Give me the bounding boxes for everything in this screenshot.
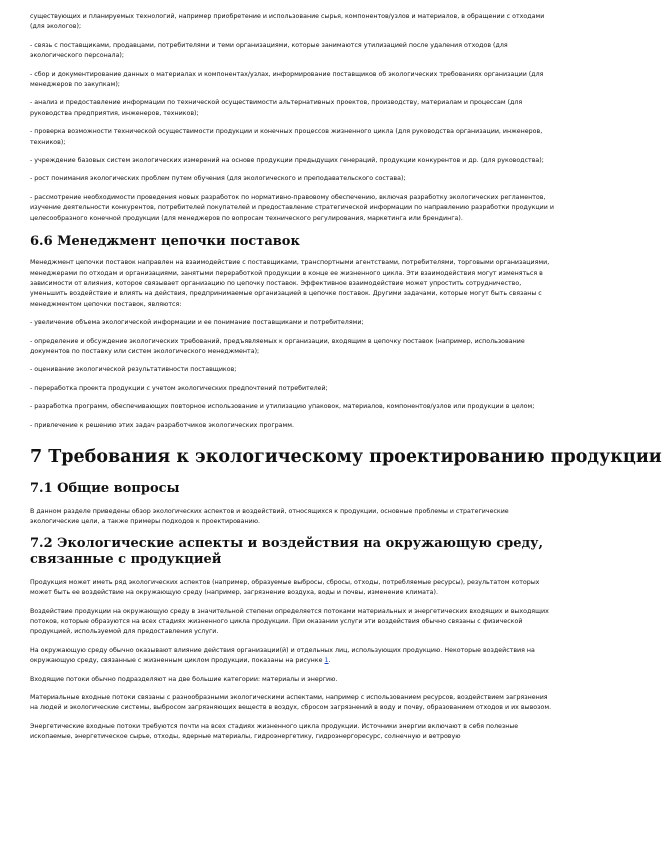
paragraph: Материальные входные потоки связаны с разнообразными экологическими аспектами, например с использованием ресурсов, воздействием загрязнения на людей и экологические системы, выбросом загрязняющих веществ в воздух, сбросом загрязнений в воду и почву, образованием отходов и их вывозом.: [30, 694, 552, 712]
list-item: существующих и планируемых технологий, например приобретение и использование сырья, компонентов/узлов и материалов, в обращении с отходами (для экологов);: [30, 13, 545, 31]
paragraph: Входящие потоки обычно подразделяют на две большие категории: материалы и энергию.: [30, 675, 338, 683]
intro-list: [30, 12, 555, 224]
section-heading-6-6: 6.6 Менеджмент цепочки поставок: [30, 234, 300, 250]
list-item: - разработка программ, обеспечивающих повторное использование и утилизацию упаковок, материалов, компонентов/узлов или продукции в целом;: [30, 403, 535, 411]
figure-1-link[interactable]: 1: [324, 657, 329, 665]
list-item: - проверка возможности технической осуществимости продукции и конечных процессов жизненного цикла (для руководства организации, инженеров, техников);: [30, 128, 543, 146]
paragraph-text-end: .: [328, 657, 331, 665]
list-item: - рассмотрение необходимости проведения новых разработок по нормативно-правовому обеспечению, включая разработку экологических регламентов, изучение деятельности конкурентов, потребителей покупателей и предоставление стратегической информации по направлению разработки продукции и целесообразного конечной продукции (для менеджеров по вопросам технического регулирования, маркетинга или брендинга).: [30, 193, 554, 222]
list-item: - определение и обсуждение экологических требований, предъявляемых к организации, входящим в цепочку поставок (например, использование документов по поставку или систем экологического менеджмента);: [30, 337, 525, 355]
list-item: - оценивание экологической результативности поставщиков;: [30, 366, 237, 374]
paragraph-with-figure-link: [30, 646, 555, 667]
paragraph: Энергетические входные потоки требуются почти на всех стадиях жизненного цикла продукции. Источники энергии включают в себя полезные ископаемые, энергетическое сырье, отходы, ядерные материалы, гидроэнергетику, гидроэнергоресурс, солнечную и ветровую: [30, 722, 519, 741]
section-7-1-text: В данном разделе приведены обзор экологических аспектов и воздействий, относящихся к продукции, основные проблемы и стратегические экологические цели, а также примеры подходов к проектированию.: [30, 507, 509, 526]
paragraph: Продукция может иметь ряд экологических аспектов (например, образуемые выбросы, сбросы, отходы, потребляемые ресурсы), результатом которых может быть ее воздействие на окружающую среду (например, загрязнение воздуха, воды и почвы, изменение климата).: [30, 578, 540, 597]
list-item: - связь с поставщиками, продавцами, потребителями и теми организациями, которые занимаются утилизацией после удаления отходов (для экологического персонала);: [30, 41, 508, 60]
section-heading-7-1: 7.1 Общие вопросы: [30, 480, 180, 496]
paragraph-text: На окружающую среду обычно оказывают влияние действия организации(й) и отдельных лиц, использующих продукцию. Некоторые воздействия на окружающую среду, связанные с жизненным циклом продукции, показаны на рисунке: [30, 646, 535, 665]
list-item: - переработка проекта продукции с учетом экологических предпочтений потребителей;: [30, 384, 328, 392]
section-6-6-intro: Менеджмент цепочки поставок направлен на взаимодействие с поставщиками, транспортными агентствами, потребителями, торговыми организациями, менеджерами по отходам и организациями, занятыми переработкой продукции в конце ее жизненного цикла. Эти взаимодействия могут изменяться в зависимости от влияния, которое связывает организацию по цепочку поставок. Эффективное взаимодействие может упростить сотрудничество, уменьшить воздействие и влиять на действия, предпринимаемые организацией в цепочке поставок. Другими задачами, которые могут быть связаны с менеджментом цепочки поставок, являются:: [30, 259, 550, 308]
paragraph: Воздействие продукции на окружающую среду в значительной степени определяется потоками материальных и энергетических входящих и выходящих потоков, которые образуются на всех стадиях жизненного цикла продукции. При оказании услуги эти воздействия обычно связаны с физической продукцией, используемой для предоставления услуги.: [30, 607, 549, 636]
list-item: - рост понимания экологических проблем путем обучения (для экологического и преподавательского состава);: [30, 175, 406, 183]
list-item: - увеличение объема экологической информации и ее понимание поставщиками и потребителями;: [30, 319, 364, 327]
list-item: - сбор и документирование данных о материалах и компонентах/узлах, информирование поставщиков об экологических требованиях организации (для менеджеров по закупкам);: [30, 70, 544, 89]
list-item: - привлечение к решению этих задач разработчиков экологических программ.: [30, 421, 295, 429]
section-heading-7-2: 7.2 Экологические аспекты и воздействия на окружающую среду, связанные с продукцией: [30, 535, 544, 567]
list-item: - анализ и предоставление информации по технической осуществимости альтернативных проектов, производству, материалам и процессам (для руководства предприятия, инженеров, техников);: [30, 99, 523, 117]
chapter-heading-7: 7 Требования к экологическому проектированию продукции: [30, 446, 662, 467]
list-item: - учреждение базовых систем экологических измерений на основе продукции предыдущих генераций, продукции конкурентов и др. (для руководства);: [30, 157, 544, 165]
